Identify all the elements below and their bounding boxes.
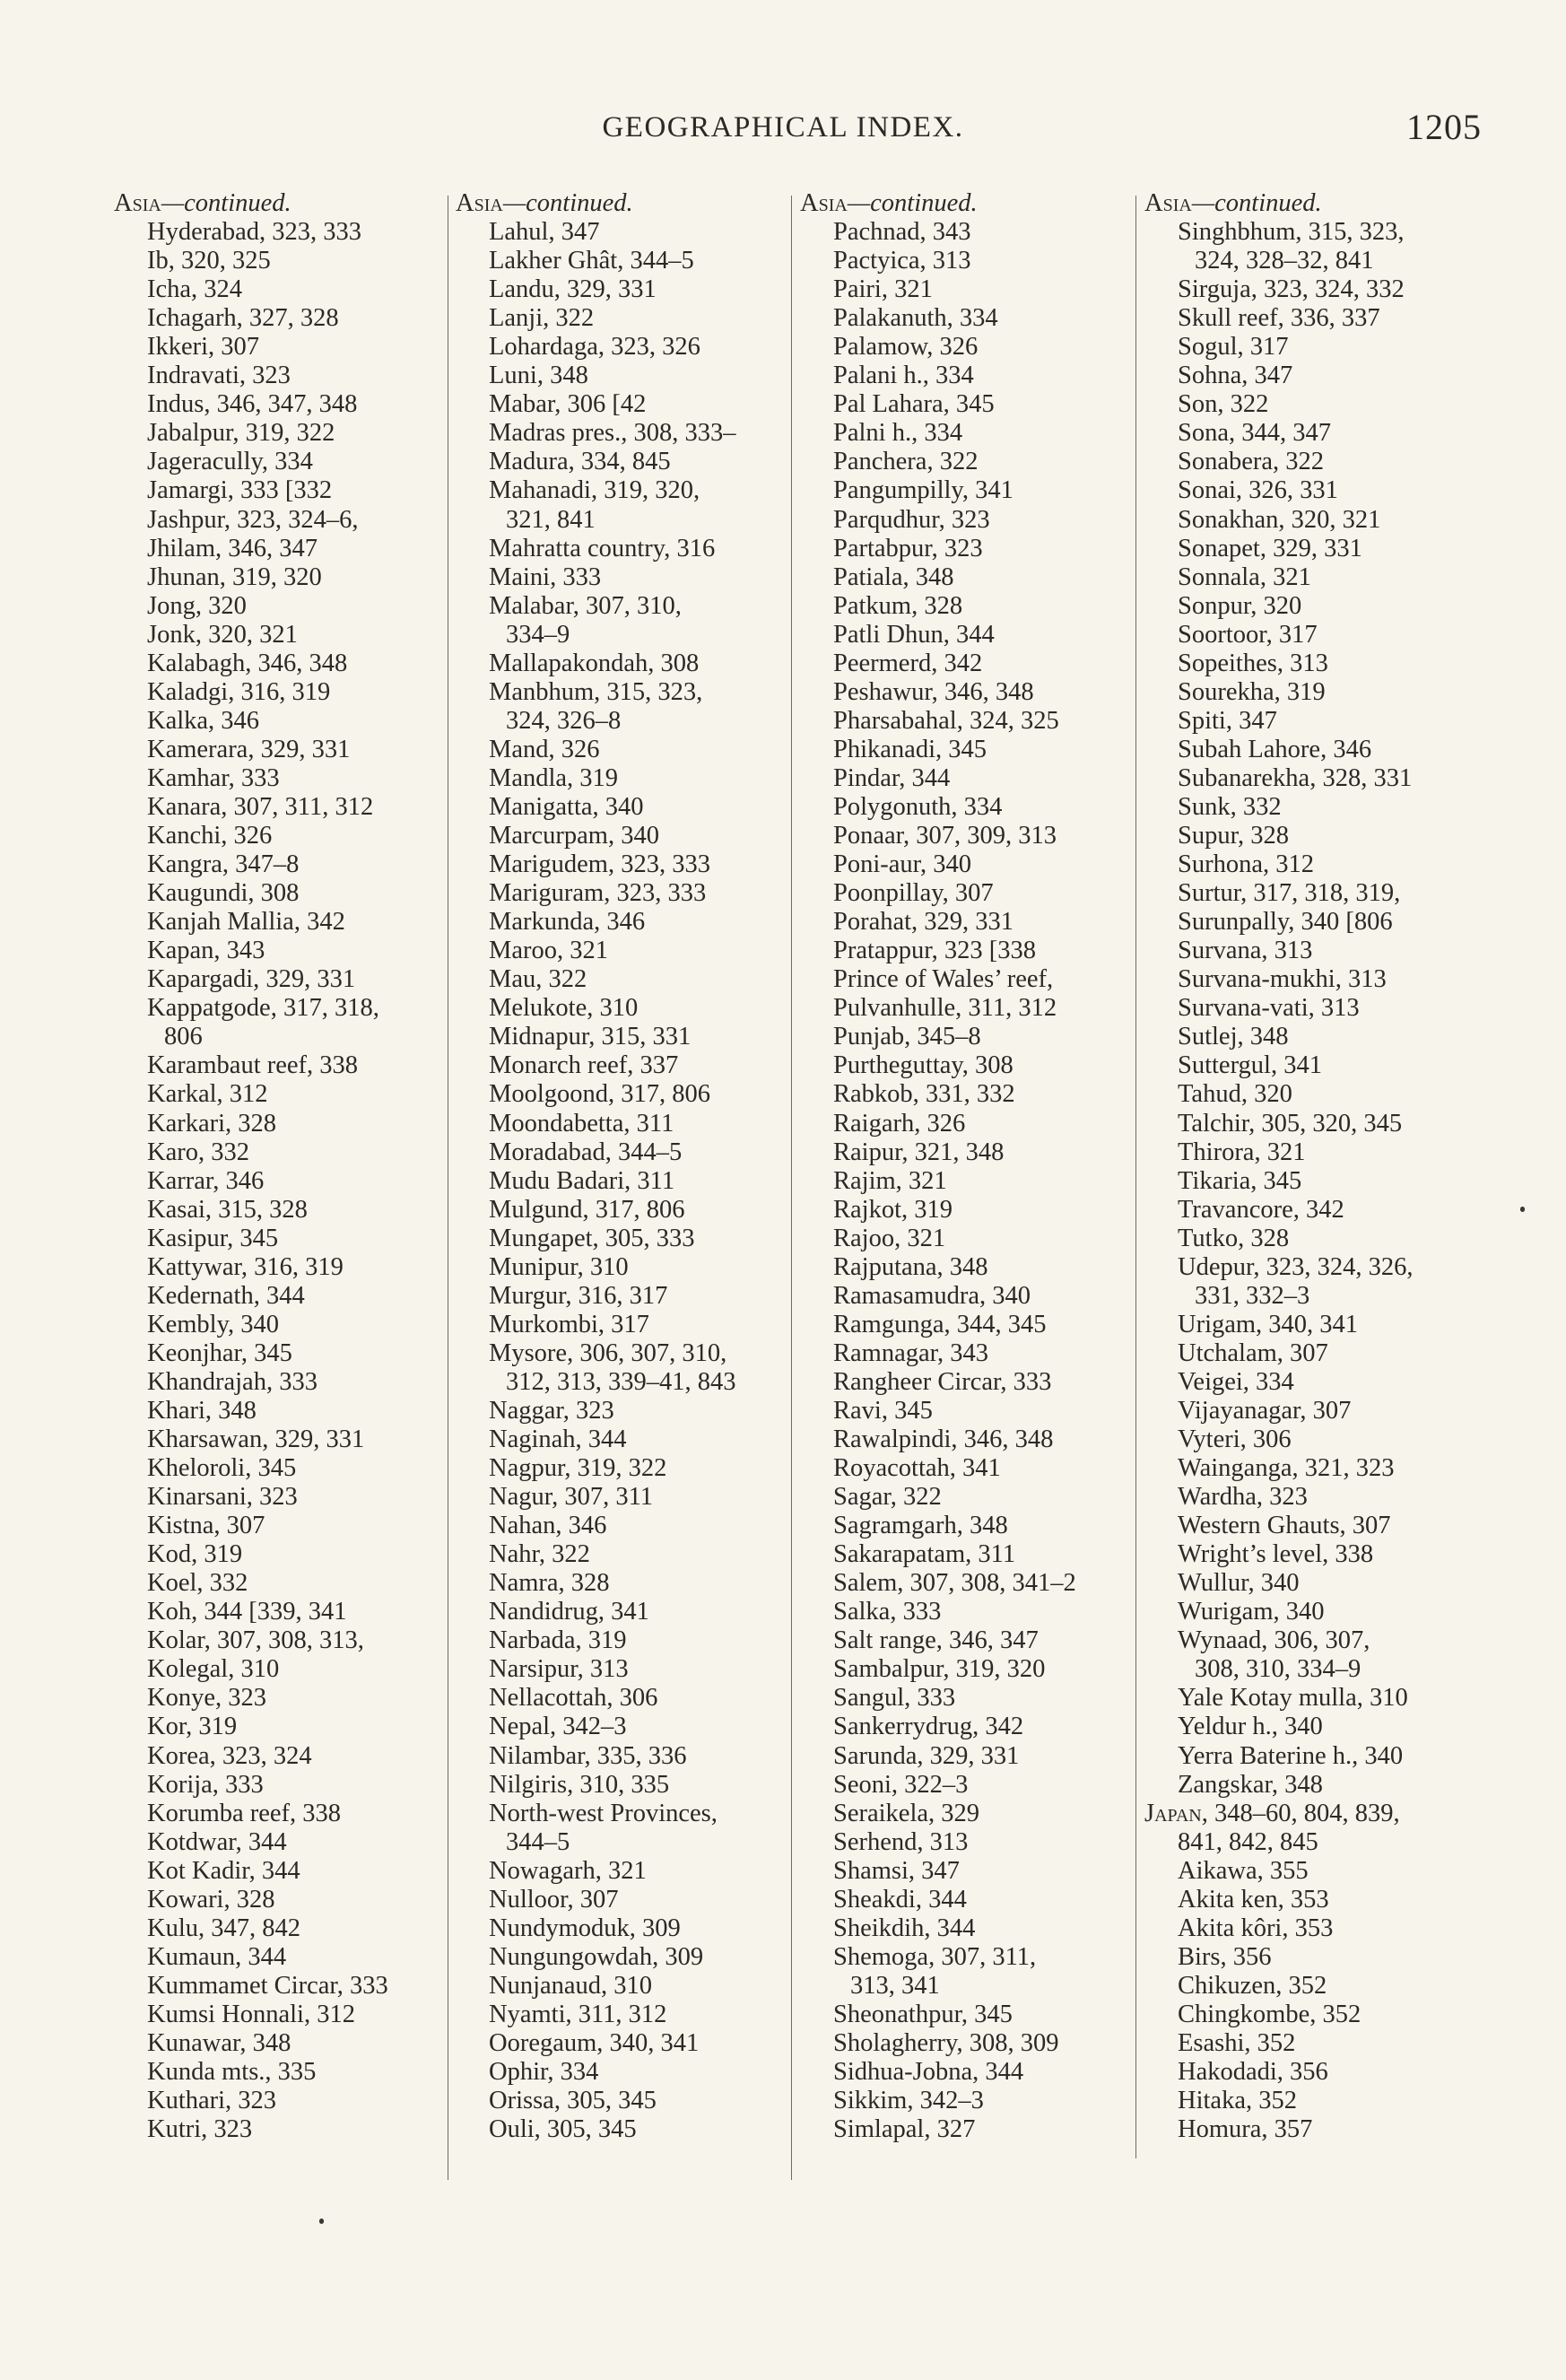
index-entry: Yeldur h., 340 xyxy=(1178,1713,1323,1741)
index-entry: Patkum, 328 xyxy=(833,591,963,620)
index-entry: Kot Kadir, 344 xyxy=(147,1856,300,1885)
index-entry: Nundymoduk, 309 xyxy=(489,1914,681,1942)
index-entry: Chingkombe, 352 xyxy=(1178,2000,1362,2028)
index-entry: Sheikdih, 344 xyxy=(833,1914,976,1942)
index-entry: Sarunda, 329, 331 xyxy=(833,1741,1020,1770)
index-entry: Manigatta, 340 xyxy=(489,792,644,821)
index-entry: Sopeithes, 313 xyxy=(1178,649,1328,677)
index-entry: Palakanuth, 334 xyxy=(833,304,998,333)
index-entry: Kembly, 340 xyxy=(147,1310,279,1338)
index-entry: Karrar, 346 xyxy=(147,1166,265,1195)
index-entry: Korija, 333 xyxy=(147,1770,264,1799)
index-entry: Rawalpindi, 346, 348 xyxy=(833,1425,1054,1454)
index-entry: Khari, 348 xyxy=(147,1396,257,1425)
index-entry: Sonapet, 329, 331 xyxy=(1178,534,1362,562)
index-entry: Pindar, 344 xyxy=(833,763,951,792)
index-entry: Nungungowdah, 309 xyxy=(489,1942,704,1971)
index-entry: Spiti, 347 xyxy=(1178,706,1277,735)
index-entry: Sunk, 332 xyxy=(1178,792,1282,821)
index-entry: Ponaar, 307, 309, 313 xyxy=(833,822,1057,850)
index-entry: Naggar, 323 xyxy=(489,1396,614,1425)
index-entry: 841, 842, 845 xyxy=(1178,1827,1318,1856)
index-entry-continuation: 334–9 xyxy=(506,620,570,649)
index-entry: Ouli, 305, 345 xyxy=(489,2115,637,2144)
index-entry: Mabar, 306 [42 xyxy=(489,390,647,419)
index-entry: Suttergul, 341 xyxy=(1178,1051,1322,1080)
index-entry: Sonai, 326, 331 xyxy=(1178,476,1338,505)
index-entry-continuation: 324, 326–8 xyxy=(506,706,622,735)
index-entry: Yale Kotay mulla, 310 xyxy=(1178,1684,1408,1713)
index-entry: Sutlej, 348 xyxy=(1178,1023,1289,1051)
index-entry: Mahanadi, 319, 320, xyxy=(489,476,700,505)
index-entry: Melukote, 310 xyxy=(489,994,639,1023)
index-entry: Kanara, 307, 311, 312 xyxy=(147,792,374,821)
index-entry: Parqudhur, 323 xyxy=(833,505,990,534)
index-entry: Palamow, 326 xyxy=(833,333,979,362)
index-entry: Rabkob, 331, 332 xyxy=(833,1080,1015,1109)
index-entry: Sidhua-Jobna, 344 xyxy=(833,2058,1024,2087)
index-entry: Ichagarh, 327, 328 xyxy=(147,304,339,333)
index-entry: Rajim, 321 xyxy=(833,1166,947,1195)
index-entry: Sholagherry, 308, 309 xyxy=(833,2029,1059,2057)
index-entry: Sheonathpur, 345 xyxy=(833,2000,1013,2028)
index-entry: Peermerd, 342 xyxy=(833,649,983,677)
index-entry: Kasai, 315, 328 xyxy=(147,1195,308,1224)
index-entry: Markunda, 346 xyxy=(489,908,646,937)
index-column-3 xyxy=(800,189,1132,2144)
index-entry: Wynaad, 306, 307, xyxy=(1178,1626,1370,1655)
index-entry: Mand, 326 xyxy=(489,735,600,763)
page-title: GEOGRAPHICAL INDEX. xyxy=(602,111,964,144)
index-entry: Sogul, 317 xyxy=(1178,333,1289,362)
index-entry: Kunawar, 348 xyxy=(147,2029,291,2057)
index-entry: Hakodadi, 356 xyxy=(1178,2058,1328,2087)
heading-region: Asia xyxy=(1144,189,1192,217)
index-entry: Nilambar, 335, 336 xyxy=(489,1741,687,1770)
index-entry: Kanjah Mallia, 342 xyxy=(147,908,345,937)
index-entry: Kamhar, 333 xyxy=(147,763,280,792)
index-entry: Maini, 333 xyxy=(489,562,602,591)
index-entry: Kapargadi, 329, 331 xyxy=(147,965,356,994)
index-entry: Sonakhan, 320, 321 xyxy=(1178,505,1381,534)
index-entry: Prince of Wales’ reef, xyxy=(833,965,1054,994)
index-entry: Kaladgi, 316, 319 xyxy=(147,677,331,706)
index-entry: Rangheer Circar, 333 xyxy=(833,1367,1052,1396)
index-entry: Singhbhum, 315, 323, xyxy=(1178,218,1405,247)
index-entry-continuation: 324, 328–32, 841 xyxy=(1195,247,1374,275)
index-entry: Kulu, 347, 842 xyxy=(147,1914,300,1942)
index-entry: Kod, 319 xyxy=(147,1540,243,1569)
index-entry: Kolegal, 310 xyxy=(147,1655,280,1684)
index-entry: Wullur, 340 xyxy=(1178,1569,1300,1598)
index-entry: Poonpillay, 307 xyxy=(833,879,994,908)
index-entry: Jageracully, 334 xyxy=(147,448,313,476)
index-entry: Nahan, 346 xyxy=(489,1512,607,1540)
index-entry: Travancore, 342 xyxy=(1178,1195,1344,1224)
index-entry: Tutko, 328 xyxy=(1178,1224,1290,1252)
index-entry: Kutri, 323 xyxy=(147,2115,253,2144)
index-entry: Western Ghauts, 307 xyxy=(1178,1512,1391,1540)
index-entry-continuation: 308, 310, 334–9 xyxy=(1195,1655,1362,1684)
index-entry: Icha, 324 xyxy=(147,275,243,304)
index-entry: Yerra Baterine h., 340 xyxy=(1178,1741,1404,1770)
index-entry: Udepur, 323, 324, 326, xyxy=(1178,1252,1414,1281)
index-entry: Kor, 319 xyxy=(147,1713,238,1741)
index-entry: Kuthari, 323 xyxy=(147,2087,277,2115)
index-entry: Talchir, 305, 320, 345 xyxy=(1178,1109,1403,1138)
index-entry: Ib, 320, 325 xyxy=(147,247,271,275)
index-entry: Namra, 328 xyxy=(489,1569,610,1598)
index-entry: Jhilam, 346, 347 xyxy=(147,534,318,562)
index-entry: Chikuzen, 352 xyxy=(1178,1971,1327,2000)
index-entry: Survana, 313 xyxy=(1178,937,1313,965)
index-entry: Jashpur, 323, 324–6, xyxy=(147,505,359,534)
index-entry: Ooregaum, 340, 341 xyxy=(489,2029,700,2057)
heading-continued: —continued. xyxy=(847,189,978,217)
index-entry: Maroo, 321 xyxy=(489,937,608,965)
index-column-4 xyxy=(1144,189,1476,2144)
index-entry: Kalabagh, 346, 348 xyxy=(147,649,348,677)
index-entry: Moradabad, 344–5 xyxy=(489,1138,683,1166)
index-entry: Naginah, 344 xyxy=(489,1425,627,1454)
index-entry: Karo, 332 xyxy=(147,1138,249,1166)
index-entry: Punjab, 345–8 xyxy=(833,1023,981,1051)
index-entry-continuation: 313, 341 xyxy=(850,1971,940,2000)
index-entry: Kistna, 307 xyxy=(147,1512,265,1540)
index-entry: Mariguram, 323, 333 xyxy=(489,879,707,908)
index-entry: Pangumpilly, 341 xyxy=(833,476,1014,505)
index-entry: Kasipur, 345 xyxy=(147,1224,279,1252)
index-entry: Skull reef, 336, 337 xyxy=(1178,304,1380,333)
index-entry: Kumsi Honnali, 312 xyxy=(147,2000,355,2028)
index-entry: Murkombi, 317 xyxy=(489,1310,649,1338)
index-entry: Homura, 357 xyxy=(1178,2115,1313,2144)
index-entry: Wright’s level, 338 xyxy=(1178,1540,1374,1569)
index-entry: Ophir, 334 xyxy=(489,2058,599,2087)
index-entry: Subah Lahore, 346 xyxy=(1178,735,1372,763)
index-entry: Murgur, 316, 317 xyxy=(489,1281,668,1310)
index-entry: Lohardaga, 323, 326 xyxy=(489,333,700,362)
index-entry: Peshawur, 346, 348 xyxy=(833,677,1034,706)
index-entry: Phikanadi, 345 xyxy=(833,735,987,763)
index-entry: Mungapet, 305, 333 xyxy=(489,1224,695,1252)
index-entry: Madura, 334, 845 xyxy=(489,448,671,476)
index-entry: Sagar, 322 xyxy=(833,1483,942,1512)
index-entry: Lakher Ghât, 344–5 xyxy=(489,247,694,275)
index-entry: Salt range, 346, 347 xyxy=(833,1626,1039,1655)
index-entry: Narbada, 319 xyxy=(489,1626,627,1655)
index-entry-continuation: 321, 841 xyxy=(506,505,596,534)
index-entry: Surhona, 312 xyxy=(1178,850,1314,879)
index-column-2 xyxy=(456,189,787,2144)
index-entry: Survana-vati, 313 xyxy=(1178,994,1360,1023)
index-entry: Simlapal, 327 xyxy=(833,2115,976,2144)
index-entry: Lanji, 322 xyxy=(489,304,595,333)
index-entry: Patli Dhun, 344 xyxy=(833,620,995,649)
index-entry: Nilgiris, 310, 335 xyxy=(489,1770,670,1799)
index-entry: Raipur, 321, 348 xyxy=(833,1138,1005,1166)
heading-region: Japan xyxy=(1144,1799,1202,1827)
index-entry: Khandrajah, 333 xyxy=(147,1367,318,1396)
index-entry: Vijayanagar, 307 xyxy=(1178,1396,1352,1425)
index-entry: Nepal, 342–3 xyxy=(489,1713,627,1741)
index-entry: Munipur, 310 xyxy=(489,1252,629,1281)
index-entry: Survana-mukhi, 313 xyxy=(1178,965,1387,994)
index-entry: Moolgoond, 317, 806 xyxy=(489,1080,711,1109)
column-divider xyxy=(1135,196,1136,2158)
index-entry: Kangra, 347–8 xyxy=(147,850,300,879)
index-entry: Jong, 320 xyxy=(147,591,247,620)
index-entry: Sambalpur, 319, 320 xyxy=(833,1655,1046,1684)
index-column-1 xyxy=(114,189,446,2144)
index-entry: Nandidrug, 341 xyxy=(489,1598,649,1626)
index-entry: Subanarekha, 328, 331 xyxy=(1178,763,1413,792)
index-entry: Kinarsani, 323 xyxy=(147,1483,298,1512)
index-entry: Koel, 332 xyxy=(147,1569,248,1598)
index-entry: Kamerara, 329, 331 xyxy=(147,735,351,763)
column-divider xyxy=(791,196,792,2180)
index-entry: Sona, 344, 347 xyxy=(1178,419,1331,448)
index-entry: Malabar, 307, 310, xyxy=(489,591,682,620)
index-entry: Poni-aur, 340 xyxy=(833,850,972,879)
index-entry: Mallapakondah, 308 xyxy=(489,649,700,677)
index-entry-continuation: 331, 332–3 xyxy=(1195,1281,1310,1310)
index-entry: Wurigam, 340 xyxy=(1178,1598,1325,1626)
index-entry: Rajputana, 348 xyxy=(833,1252,988,1281)
index-entry: Kharsawan, 329, 331 xyxy=(147,1425,365,1454)
index-entry: Wardha, 323 xyxy=(1178,1483,1308,1512)
index-entry: Shamsi, 347 xyxy=(833,1856,960,1885)
print-speck xyxy=(1520,1207,1525,1212)
index-entry: Korumba reef, 338 xyxy=(147,1799,342,1827)
index-entry: Utchalam, 307 xyxy=(1178,1338,1328,1367)
index-entry: Karkal, 312 xyxy=(147,1080,268,1109)
index-entry: Panchera, 322 xyxy=(833,448,979,476)
index-entry: Keonjhar, 345 xyxy=(147,1338,292,1367)
index-entry: Sourekha, 319 xyxy=(1178,677,1326,706)
index-entry: Surunpally, 340 [806 xyxy=(1178,908,1393,937)
index-entry: Lahul, 347 xyxy=(489,218,600,247)
print-speck xyxy=(319,2219,324,2224)
index-entry: Thirora, 321 xyxy=(1178,1138,1306,1166)
index-entry: Salka, 333 xyxy=(833,1598,942,1626)
index-entry: Nunjanaud, 310 xyxy=(489,1971,653,2000)
index-entry: Pulvanhulle, 311, 312 xyxy=(833,994,1057,1023)
index-entry: North-west Provinces, xyxy=(489,1799,718,1827)
index-entry: Ramgunga, 344, 345 xyxy=(833,1310,1047,1338)
index-entry: Patiala, 348 xyxy=(833,562,954,591)
index-entry: Nagpur, 319, 322 xyxy=(489,1454,667,1483)
column-heading xyxy=(800,189,1132,218)
index-entry: Sakarapatam, 311 xyxy=(833,1540,1016,1569)
index-entry: Kalka, 346 xyxy=(147,706,260,735)
index-entry: Kaugundi, 308 xyxy=(147,879,300,908)
index-entry: Monarch reef, 337 xyxy=(489,1051,679,1080)
index-entry: Vyteri, 306 xyxy=(1178,1425,1292,1454)
index-entry-continuation: 312, 313, 339–41, 843 xyxy=(506,1367,736,1396)
index-entry: Salem, 307, 308, 341–2 xyxy=(833,1569,1076,1598)
column-heading xyxy=(456,189,787,218)
index-entry: Serhend, 313 xyxy=(833,1827,969,1856)
index-entry: Polygonuth, 334 xyxy=(833,792,1003,821)
index-entry: Koh, 344 [339, 341 xyxy=(147,1598,347,1626)
index-entry: Nowagarh, 321 xyxy=(489,1856,647,1885)
index-entry: Raigarh, 326 xyxy=(833,1109,966,1138)
index-entry: Mandla, 319 xyxy=(489,763,619,792)
index-entry: Jonk, 320, 321 xyxy=(147,620,298,649)
index-entry: Urigam, 340, 341 xyxy=(1178,1310,1359,1338)
index-entry: Akita ken, 353 xyxy=(1178,1885,1329,1914)
index-entry: Orissa, 305, 345 xyxy=(489,2087,657,2115)
index-entry: Purtheguttay, 308 xyxy=(833,1051,1014,1080)
index-entry: Ravi, 345 xyxy=(833,1396,933,1425)
index-entry: Mysore, 306, 307, 310, xyxy=(489,1338,727,1367)
index-entry: Nulloor, 307 xyxy=(489,1885,619,1914)
index-entry: Sirguja, 323, 324, 332 xyxy=(1178,275,1405,304)
index-entry: Tikaria, 345 xyxy=(1178,1166,1302,1195)
index-entry: Sohna, 347 xyxy=(1178,362,1293,390)
index-entry: Ramasamudra, 340 xyxy=(833,1281,1031,1310)
index-entry: Luni, 348 xyxy=(489,362,588,390)
heading-continued: —continued. xyxy=(502,189,633,217)
index-entry: Nellacottah, 306 xyxy=(489,1684,658,1713)
index-entry-continuation: 344–5 xyxy=(506,1827,570,1856)
index-entry: Esashi, 352 xyxy=(1178,2029,1296,2057)
index-entry: Akita kôri, 353 xyxy=(1178,1914,1334,1942)
heading-continued: —continued. xyxy=(1191,189,1322,217)
index-entry: Wainganga, 321, 323 xyxy=(1178,1454,1395,1483)
index-entry: Kotdwar, 344 xyxy=(147,1827,287,1856)
index-entry: Seoni, 322–3 xyxy=(833,1770,969,1799)
index-entry: Hitaka, 352 xyxy=(1178,2087,1297,2115)
index-entry: Mulgund, 317, 806 xyxy=(489,1195,685,1224)
index-entry: Partabpur, 323 xyxy=(833,534,983,562)
column-heading xyxy=(114,189,446,218)
index-entry: Mau, 322 xyxy=(489,965,587,994)
index-entry: Pal Lahara, 345 xyxy=(833,390,995,419)
heading-refs: , 348–60, 804, 839, xyxy=(1201,1799,1400,1827)
index-entry: Son, 322 xyxy=(1178,390,1269,419)
index-entry: Jhunan, 319, 320 xyxy=(147,562,322,591)
index-entry: Tahud, 320 xyxy=(1178,1080,1292,1109)
index-entry: Sikkim, 342–3 xyxy=(833,2087,984,2115)
index-entry: Moondabetta, 311 xyxy=(489,1109,674,1138)
index-heading-entry xyxy=(1144,1800,1476,1828)
index-entry: Royacottah, 341 xyxy=(833,1454,1001,1483)
index-entry: Nyamti, 311, 312 xyxy=(489,2000,667,2028)
index-entry: Kattywar, 316, 319 xyxy=(147,1252,344,1281)
index-entry: Korea, 323, 324 xyxy=(147,1741,312,1770)
index-entry: Pharsabahal, 324, 325 xyxy=(833,706,1059,735)
index-entry: Sonabera, 322 xyxy=(1178,448,1325,476)
index-entry: Kunda mts., 335 xyxy=(147,2058,317,2087)
index-entry: Kowari, 328 xyxy=(147,1885,275,1914)
index-entry: Jamargi, 333 [332 xyxy=(147,476,333,505)
index-entry: Pairi, 321 xyxy=(833,275,933,304)
index-entry: Narsipur, 313 xyxy=(489,1655,629,1684)
index-entry: Pratappur, 323 [338 xyxy=(833,937,1037,965)
index-entry: Nahr, 322 xyxy=(489,1540,590,1569)
heading-region: Asia xyxy=(114,189,161,217)
heading-continued: —continued. xyxy=(161,189,291,217)
index-entry-continuation: 806 xyxy=(164,1023,203,1051)
index-entry: Seraikela, 329 xyxy=(833,1799,980,1827)
index-entry: Supur, 328 xyxy=(1178,822,1289,850)
index-entry: Madras pres., 308, 333– xyxy=(489,419,736,448)
index-entry: Jabalpur, 319, 322 xyxy=(147,419,335,448)
index-entry: Konye, 323 xyxy=(147,1684,266,1713)
index-entry: Soortoor, 317 xyxy=(1178,620,1318,649)
heading-region: Asia xyxy=(800,189,848,217)
index-entry: Sagramgarh, 348 xyxy=(833,1512,1008,1540)
index-entry: Kedernath, 344 xyxy=(147,1281,305,1310)
index-entry: Porahat, 329, 331 xyxy=(833,908,1014,937)
index-entry: Nagur, 307, 311 xyxy=(489,1483,654,1512)
index-entry: Kolar, 307, 308, 313, xyxy=(147,1626,364,1655)
index-entry: Shemoga, 307, 311, xyxy=(833,1942,1037,1971)
index-entry: Hyderabad, 323, 333 xyxy=(147,218,362,247)
index-entry: Landu, 329, 331 xyxy=(489,275,657,304)
index-entry: Sonpur, 320 xyxy=(1178,591,1302,620)
index-entry: Sankerrydrug, 342 xyxy=(833,1713,1024,1741)
index-entry: Rajkot, 319 xyxy=(833,1195,953,1224)
index-entry: Sheakdi, 344 xyxy=(833,1885,967,1914)
index-entry: Marcurpam, 340 xyxy=(489,822,659,850)
index-entry: Kapan, 343 xyxy=(147,937,265,965)
index-entry: Birs, 356 xyxy=(1178,1942,1272,1971)
index-entry: Pachnad, 343 xyxy=(833,218,971,247)
index-entry: Zangskar, 348 xyxy=(1178,1770,1323,1799)
index-entry: Kumaun, 344 xyxy=(147,1942,287,1971)
index-entry: Sonnala, 321 xyxy=(1178,562,1311,591)
index-entry: Surtur, 317, 318, 319, xyxy=(1178,879,1401,908)
index-entry: Kheloroli, 345 xyxy=(147,1454,297,1483)
index-entry: Aikawa, 355 xyxy=(1178,1856,1309,1885)
index-entry: Kummamet Circar, 333 xyxy=(147,1971,388,2000)
index-entry: Indravati, 323 xyxy=(147,362,291,390)
index-entry: Ramnagar, 343 xyxy=(833,1338,988,1367)
index-entry: Veigei, 334 xyxy=(1178,1367,1294,1396)
index-entry: Ikkeri, 307 xyxy=(147,333,260,362)
index-entry: Mudu Badari, 311 xyxy=(489,1166,675,1195)
column-heading xyxy=(1144,189,1476,218)
index-entry: Kanchi, 326 xyxy=(147,822,273,850)
index-entry: Palani h., 334 xyxy=(833,362,974,390)
index-entry: Indus, 346, 347, 348 xyxy=(147,390,358,419)
index-entry: Marigudem, 323, 333 xyxy=(489,850,710,879)
index-entry: Kappatgode, 317, 318, xyxy=(147,994,379,1023)
index-entry: Karambaut reef, 338 xyxy=(147,1051,359,1080)
index-entry: Mahratta country, 316 xyxy=(489,534,716,562)
index-entry: Karkari, 328 xyxy=(147,1109,277,1138)
index-entry: Midnapur, 315, 331 xyxy=(489,1023,692,1051)
page-number: 1205 xyxy=(1406,107,1482,147)
index-entry: Manbhum, 315, 323, xyxy=(489,677,703,706)
index-entry: Sangul, 333 xyxy=(833,1684,956,1713)
heading-region: Asia xyxy=(456,189,503,217)
index-entry: Rajoo, 321 xyxy=(833,1224,946,1252)
index-entry: Palni h., 334 xyxy=(833,419,963,448)
index-entry: Pactyica, 313 xyxy=(833,247,971,275)
